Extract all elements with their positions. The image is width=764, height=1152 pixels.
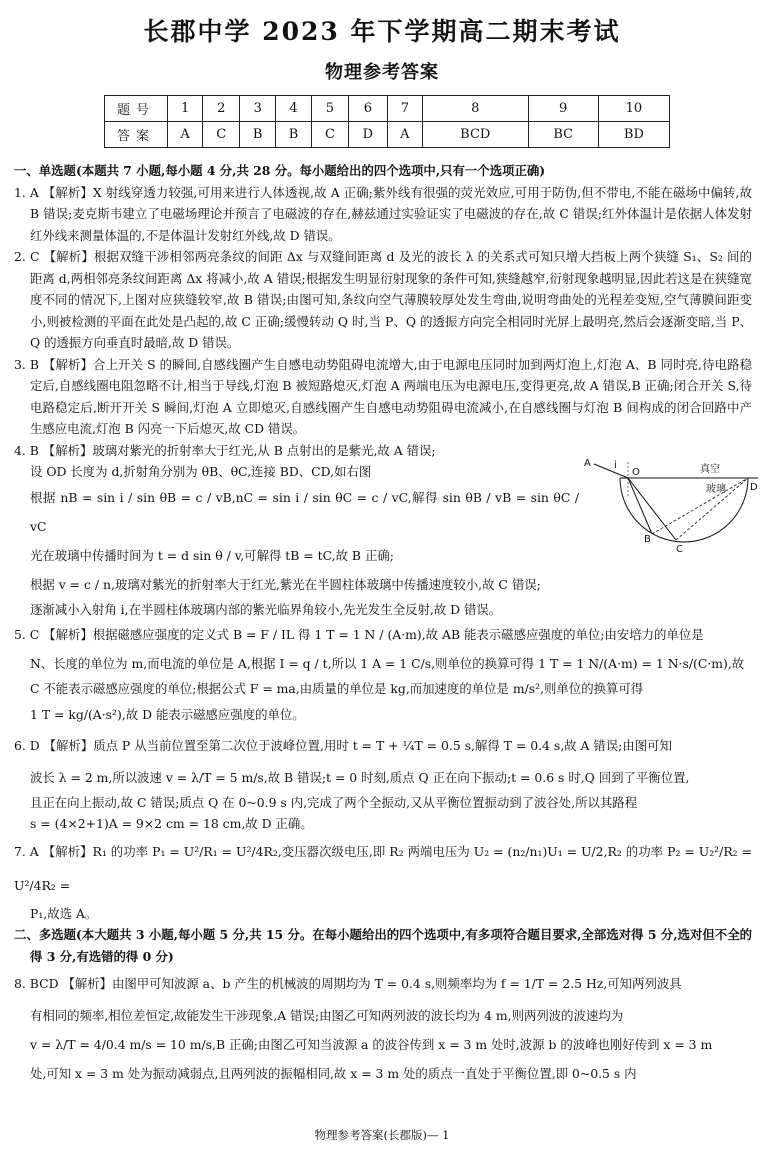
q6-line: 6. D 【解析】质点 P 从当前位置至第二次位于波峰位置,用时 t = T + ¼T = 0.5 s,解得 T = 0.4 s,故 A 错误;由图可知 bbox=[14, 737, 672, 753]
table-header-answer: 答案 bbox=[105, 122, 168, 148]
table-row-answers bbox=[105, 122, 670, 148]
label-vacuum: 真空 bbox=[700, 464, 720, 475]
answer-q8 bbox=[14, 967, 752, 1088]
q8-line: 8. BCD 【解析】由图甲可知波源 a、b 产生的机械波的周期均为 T = 0.4 s,则频率均为 f = 1/T = 2.5 Hz,可知两列波具 bbox=[14, 976, 682, 991]
table-cell: C bbox=[311, 122, 348, 148]
label-O: O bbox=[632, 467, 640, 478]
q8-line: v = λ/T = 4/0.4 m/s = 10 m/s,B 正确;由图乙可知当波源 a 的波谷传到 x = 3 m 处时,波源 b 的波峰也刚好传到 x = 3 m bbox=[30, 1037, 713, 1052]
q6-line: 且正在向上振动,故 C 错误;质点 Q 在 0~0.9 s 内,完成了两个全振动,又从平衡位置振动到了波谷处,所以其路程 bbox=[30, 794, 638, 810]
q8-line: 处,可知 x = 3 m 处为振动减弱点,且两列波的振幅相同,故 x = 3 m 处的质点一直处于平衡位置,即 0~0.5 s 内 bbox=[30, 1066, 637, 1081]
q4-line: 光在玻璃中传播时间为 t = d sin θ / v,可解得 tB = tC,故 B 正确; bbox=[30, 547, 394, 563]
table-cell: 9 bbox=[528, 96, 598, 122]
q8-line: 有相同的频率,相位差恒定,故能发生干涉现象,A 错误;由图乙可知两列波的波长均为 4 m,则两列波的波速均为 bbox=[30, 1008, 624, 1023]
table-cell: B bbox=[240, 122, 276, 148]
table-cell: A bbox=[387, 122, 422, 148]
table-cell: 1 bbox=[168, 96, 203, 122]
table-cell: 4 bbox=[276, 96, 312, 122]
q5-line: C 不能表示磁感应强度的单位;根据公式 F = ma,由质量的单位是 kg,而加速度的单位是 m/s²,则单位的换算可得 bbox=[30, 681, 644, 696]
page-footer: 物理参考答案(长郡版)— 1 bbox=[314, 1128, 450, 1142]
q4-line: 逐渐减小入射角 i,在半圆柱体玻璃内部的紫光临界角较小,先光发生全反射,故 D 错误。 bbox=[30, 601, 502, 617]
incident-ray bbox=[594, 464, 628, 478]
q6-line: s = (4×2+1)A = 9×2 cm = 18 cm,故 D 正确。 bbox=[30, 816, 313, 831]
q7-line: 7. A 【解析】R₁ 的功率 P₁ = U²/R₁ = U²/4R₂,变压器次级电压,即 R₂ 两端电压为 U₂ = (n₂/n₁)U₁ = U/2,R₂ 的功率 P₂ = U₂²/R₂ = U²/4R₂ = bbox=[14, 843, 752, 893]
page-title: 长郡中学 2023 年下学期高二期末考试 bbox=[143, 17, 621, 46]
table-cell: 6 bbox=[348, 96, 387, 122]
answer-q6 bbox=[14, 729, 752, 835]
answer-q4 bbox=[14, 440, 579, 570]
table-cell: 3 bbox=[240, 96, 276, 122]
q4-line: 根据 nB = sin i / sin θB = c / vB,nC = sin i / sin θC = c / vC,解得 sin θB / vB = sin θC / vC bbox=[30, 489, 579, 534]
q4-line: 设 OD 长度为 d,折射角分别为 θB、θC,连接 BD、CD,如右图 bbox=[30, 464, 372, 479]
table-cell: BD bbox=[598, 122, 669, 148]
answer-q3: 3. B 【解析】合上开关 S 的瞬间,自感线圈产生自感电动势阻碍电流增大,由于电源电压同时加到两灯泡上,灯泡 A、B 同时亮,待电路稳定后,自感线圈电阻忽略不计,相当于导线,灯泡 B 被短路熄灭,灯泡 A 两端电压为电源电压,变得更亮,故 A 错误,B 正确;闭合开关 S,待电路稳定后,断开开关 S 瞬间,灯泡 A 立即熄灭,自感线圈产生自感电动势阻碍电流减小,在自感线圈与灯泡 B 间构成的闭合回路中产生感应电流,灯泡 B 闪亮一下后熄灭,故 CD 错误。 bbox=[14, 356, 752, 436]
label-i: i bbox=[614, 460, 617, 471]
table-cell: B bbox=[276, 122, 312, 148]
label-C: C bbox=[676, 544, 683, 555]
page-subtitle: 物理参考答案 bbox=[325, 62, 439, 83]
table-cell: 2 bbox=[203, 96, 240, 122]
label-B: B bbox=[644, 534, 651, 545]
semicircle-glass bbox=[620, 478, 748, 542]
answer-q5 bbox=[14, 620, 752, 729]
answer-q1: 1. A 【解析】X 射线穿透力较强,可用来进行人体透视,故 A 正确;紫外线有很强的荧光效应,可用于防伪,但不带电,不能在磁场中偏转,故 B 错误;麦克斯韦建立了电磁场理论并预言了电磁波的存在,赫兹通过实验证实了电磁波的存在,故 C 错误;红外体温计是依据人体发射红外线来测量体温的,不是体温计发射红外线,故 D 错误。 bbox=[14, 184, 752, 243]
answer-q2: 2. C 【解析】根据双缝干涉相邻两亮条纹的间距 Δx 与双缝间距离 d 及光的波长 λ 的关系式可知只增大挡板上两个狭缝 S₁、S₂ 间的距离 d,两相邻亮条纹间距离 Δx 将减小,故 A 错误;根据发生明显衍射现象的条件可知,狭缝越窄,衍射现象越明显,因此若这是在狭缝宽度不同的情况下,上图对应狭缝较窄,故 B 错误;由图可知,条纹向空气薄膜较厚处发生弯曲,说明弯曲处的光程差变短,空气薄膜间距变小,则被检测的平面在此处是凸起的,故 C 正确;缓慢转动 Q 时,当 P、Q 的透振方向完全相同时光屏上最明亮,然后会逐渐变暗,当 P、Q 的透振方向垂直时最暗,故 D 错误。 bbox=[14, 249, 752, 350]
table-header-number: 题号 bbox=[105, 96, 168, 122]
refraction-diagram bbox=[580, 456, 760, 566]
table-cell: BCD bbox=[422, 122, 528, 148]
label-glass: 玻璃 bbox=[706, 484, 726, 495]
section-heading-multi: 二、多选题(本大题共 3 小题,每小题 5 分,共 15 分。在每小题给出的四个选项中,有多项符合题目要求,全部选对得 5 分,选对但不全的得 3 分,有选错的得 0 分) bbox=[14, 927, 752, 964]
q5-line: N、长度的单位为 m,而电流的单位是 A,根据 I = q / t,所以 1 A = 1 C/s,则单位的换算可得 1 T = 1 N/(A·m) = 1 N·s/(C·m),故 bbox=[30, 656, 745, 671]
q4-line: 根据 v = c / n,玻璃对紫光的折射率大于红光,紫光在半圆柱体玻璃中传播速度较小,故 C 错误; bbox=[30, 576, 541, 592]
q4-line: 4. B 【解析】玻璃对紫光的折射率大于红光,从 B 点射出的是紫光,故 A 错误; bbox=[14, 442, 436, 458]
table-cell: 8 bbox=[422, 96, 528, 122]
table-cell: C bbox=[203, 122, 240, 148]
table-row-numbers bbox=[105, 96, 670, 122]
table-cell: BC bbox=[528, 122, 598, 148]
q5-line: 1 T = kg/(A·s²),故 D 能表示磁感应强度的单位。 bbox=[30, 706, 305, 722]
q5-line: 5. C 【解析】根据磁感应强度的定义式 B = F / IL 得 1 T = 1 N / (A·m),故 AB 能表示磁感应强度的单位;由安培力的单位是 bbox=[14, 627, 704, 642]
ray-to-B bbox=[628, 478, 652, 534]
table-cell: D bbox=[348, 122, 387, 148]
table-cell: 5 bbox=[311, 96, 348, 122]
label-D: D bbox=[750, 482, 758, 493]
table-cell: 7 bbox=[387, 96, 422, 122]
ray-to-C bbox=[628, 478, 676, 540]
label-A: A bbox=[584, 458, 591, 469]
dashed-BD bbox=[652, 478, 748, 534]
answer-table bbox=[104, 95, 670, 148]
table-cell: 10 bbox=[598, 96, 669, 122]
answer-q7 bbox=[14, 835, 752, 925]
table-cell: A bbox=[168, 122, 203, 148]
section-heading-single: 一、单选题(本题共 7 小题,每小题 4 分,共 28 分。每小题给出的四个选项中,只有一个选项正确) bbox=[14, 163, 546, 178]
q7-line: P₁,故选 A。 bbox=[30, 905, 98, 921]
answer-body bbox=[14, 160, 752, 1088]
q6-line: 波长 λ = 2 m,所以波速 v = λ/T = 5 m/s,故 B 错误;t = 0 时刻,质点 Q 正在向下振动;t = 0.6 s 时,Q 回到了平衡位置, bbox=[30, 769, 690, 785]
